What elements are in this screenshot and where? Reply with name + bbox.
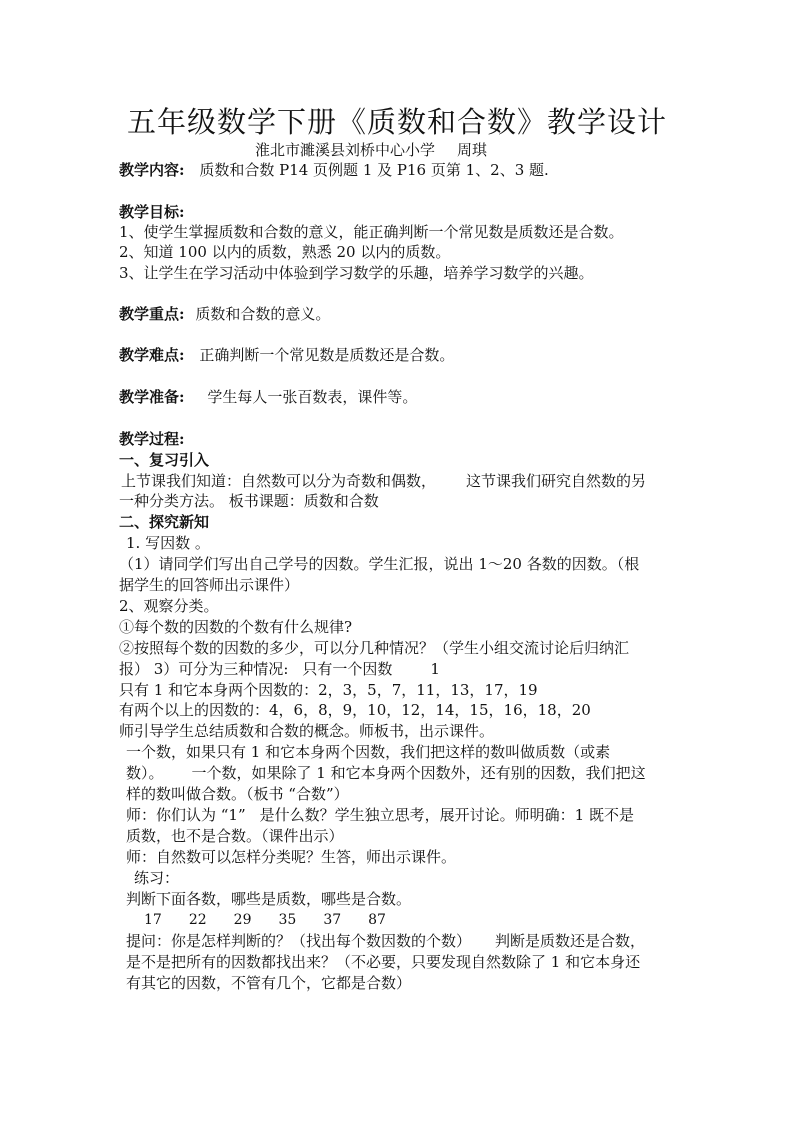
number-5: 37 <box>323 912 342 928</box>
review-text-b: 这节课我们研究自然数的另 <box>466 472 647 490</box>
step-observe: 2、观察分类。 <box>119 597 219 615</box>
document-title: 五年级数学下册《质数和合数》教学设计 <box>126 105 667 139</box>
definition-end: 数）。 <box>126 764 164 782</box>
key-point-line <box>119 304 330 324</box>
teacher-line-3: 师：自然数可以怎样分类呢？生答，师出示课件。 <box>126 848 457 866</box>
question-1: ①每个数的因数的个数有什么规律? <box>119 618 353 636</box>
explore-line-1: （1）请同学们写出自己学号的因数。学生汇报，说出 1～20 各数的因数。（根 <box>119 555 640 573</box>
author-name: 周琪 <box>457 141 488 159</box>
practice-numbers <box>144 910 386 930</box>
number-1: 17 <box>144 912 162 928</box>
section-explore: 二、探究新知 <box>119 513 210 531</box>
two-factors-line: 只有 1 和它本身两个因数的：2，3，5，7，11，13，17，19 <box>119 681 538 699</box>
preparation-line <box>119 387 417 407</box>
summary-line: 师引导学生总结质数和合数的概念。师板书，出示课件。 <box>119 722 495 740</box>
one-factor-text: 只有一个因数 <box>302 660 393 678</box>
preparation-label: 教学准备: <box>119 388 185 406</box>
teacher-line-2: 质数，也不是合数。（课件出示） <box>126 827 344 845</box>
objective-item-2: 2、知道 100 以内的质数，熟悉 20 以内的质数。 <box>119 243 451 261</box>
process-label: 教学过程: <box>119 430 185 448</box>
number-3: 29 <box>233 912 252 928</box>
difficulty-text: 正确判断一个常见数是质数还是合数。 <box>199 346 455 364</box>
practice-question: 判断下面各数，哪些是质数，哪些是合数。 <box>126 890 412 908</box>
practice-label: 练习： <box>134 869 180 887</box>
ask-line-2: 是不是把所有的因数都找出来？（不必要，只要发现自然数除了 1 和它本身还 <box>126 953 641 971</box>
review-line-1 <box>121 471 646 491</box>
definition-line-3: 样的数叫做合数。（板书 “合数”） <box>126 785 349 803</box>
objective-item-3: 3、让学生在学习活动中体验到学习数学的乐趣，培养学习数学的兴趣。 <box>119 264 594 282</box>
more-factors-line: 有两个以上的因数的：4，6，8，9，10，12，14，15，16，18，20 <box>119 701 591 719</box>
explore-line-2: 据学生的回答师出示课件） <box>119 576 300 594</box>
preparation-text: 学生每人一张百数表，课件等。 <box>207 388 418 406</box>
review-text-a: 上节课我们知道：自然数可以分为奇数和偶数， <box>121 472 437 490</box>
teacher-line-1 <box>126 805 634 825</box>
definition-line-2 <box>126 763 646 783</box>
content-text: 质数和合数 P14 页例题 1 及 P16 页第 1、2、3 题. <box>199 161 549 179</box>
difficulty-line <box>119 345 454 365</box>
author-line <box>255 139 487 160</box>
ask-line-1 <box>126 931 645 951</box>
composite-definition: 一个数，如果除了 1 和它本身两个因数外，还有别的因数，我们把这 <box>191 764 646 782</box>
teacher-question: 师：你们认为 “1” <box>126 806 246 824</box>
number-2: 22 <box>188 912 207 928</box>
content-label: 教学内容: <box>119 161 185 179</box>
key-point-label: 教学重点: <box>119 305 185 323</box>
question-2: ②按照每个数的因数的多少，可以分几种情况？（学生小组交流讨论后归纳汇 <box>119 639 630 657</box>
one-factor-value: 1 <box>430 660 440 678</box>
number-6: 87 <box>368 912 386 928</box>
objective-item-1: 1、使学生掌握质数和合数的意义，能正确判断一个常见数是质数还是合数。 <box>119 223 624 241</box>
content-line <box>119 160 549 180</box>
ask-how: 提问：你是怎样判断的？（找出每个数因数的个数） <box>126 932 472 950</box>
section-review: 一、复习引入 <box>119 451 210 469</box>
number-4: 35 <box>278 912 297 928</box>
objectives-label: 教学目标: <box>119 203 185 221</box>
definition-line-1: 一个数，如果只有 1 和它本身两个因数，我们把这样的数叫做质数（或素 <box>126 743 611 761</box>
teacher-discussion: 是什么数？学生独立思考，展开讨论。师明确：1 既不是 <box>259 806 634 824</box>
step-write-factors: 1. 写因数 。 <box>126 534 210 552</box>
ask-judge: 判断是质数还是合数， <box>495 932 646 950</box>
key-point-text: 质数和合数的意义。 <box>195 305 331 323</box>
ask-line-3: 有其它的因数，不管有几个，它都是合数） <box>126 974 412 992</box>
difficulty-label: 教学难点: <box>119 346 185 364</box>
review-line-2: 一种分类方法。 板书课题：质数和合数 <box>119 492 379 510</box>
school-name: 淮北市濉溪县刘桥中心小学 <box>255 141 436 159</box>
three-cases-text: 报） 3）可分为三种情况: <box>119 660 289 678</box>
question-2-cont <box>119 659 440 679</box>
